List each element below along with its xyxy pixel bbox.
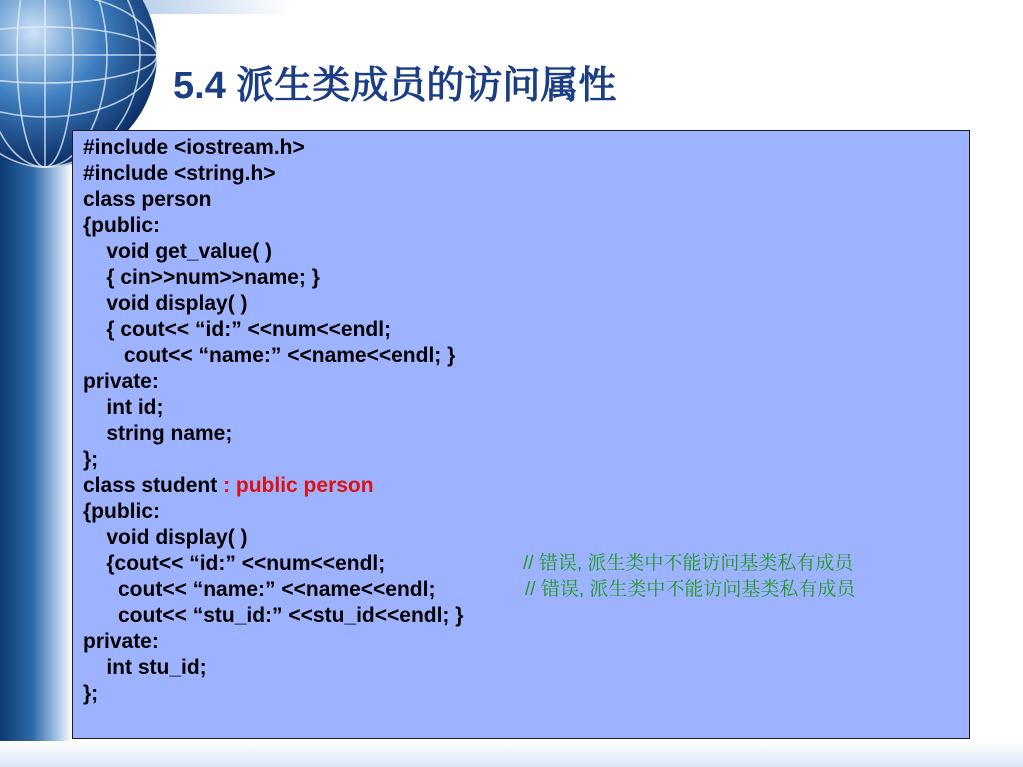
code-text: class student <box>83 474 224 497</box>
error-comment: // 错误, 派生类中不能访问基类私有成员 <box>523 553 854 574</box>
code-line: #include <string.h> <box>83 162 276 185</box>
code-line: { cin>>num>>name; } <box>83 266 320 289</box>
code-line: cout<< “stu_id:” <<stu_id<<endl; } <box>83 604 464 627</box>
code-line: string name; <box>83 422 233 445</box>
code-line: }; <box>83 448 99 471</box>
code-line-class-student <box>83 473 374 499</box>
code-line: void display( ) <box>83 292 248 315</box>
bottom-decoration-band <box>0 741 1023 767</box>
slide-title: 5.4 派生类成员的访问属性 <box>173 65 617 107</box>
code-line: #include <iostream.h> <box>83 136 305 159</box>
code-line: }; <box>83 682 99 705</box>
code-line: private: <box>83 370 159 393</box>
code-line: {public: <box>83 500 160 523</box>
code-panel <box>72 130 970 739</box>
code-line: void get_value( ) <box>83 240 273 263</box>
code-line: cout<< “name:” <<name<<endl; } <box>83 344 456 367</box>
error-comment: // 错误, 派生类中不能访问基类私有成员 <box>525 579 856 600</box>
code-line: {public: <box>83 214 160 237</box>
code-line: int stu_id; <box>83 656 207 679</box>
code-line: { cout<< “id:” <<num<<endl; <box>83 318 392 341</box>
code-line: private: <box>83 630 159 653</box>
inheritance-highlight: : public person <box>223 474 374 497</box>
code-line: int id; <box>83 396 164 419</box>
code-line: {cout<< “id:” <<num<<endl; <box>83 552 386 575</box>
code-line: class person <box>83 188 212 211</box>
code-line: void display( ) <box>83 526 248 549</box>
code-line: cout<< “name:” <<name<<endl; <box>83 578 436 601</box>
